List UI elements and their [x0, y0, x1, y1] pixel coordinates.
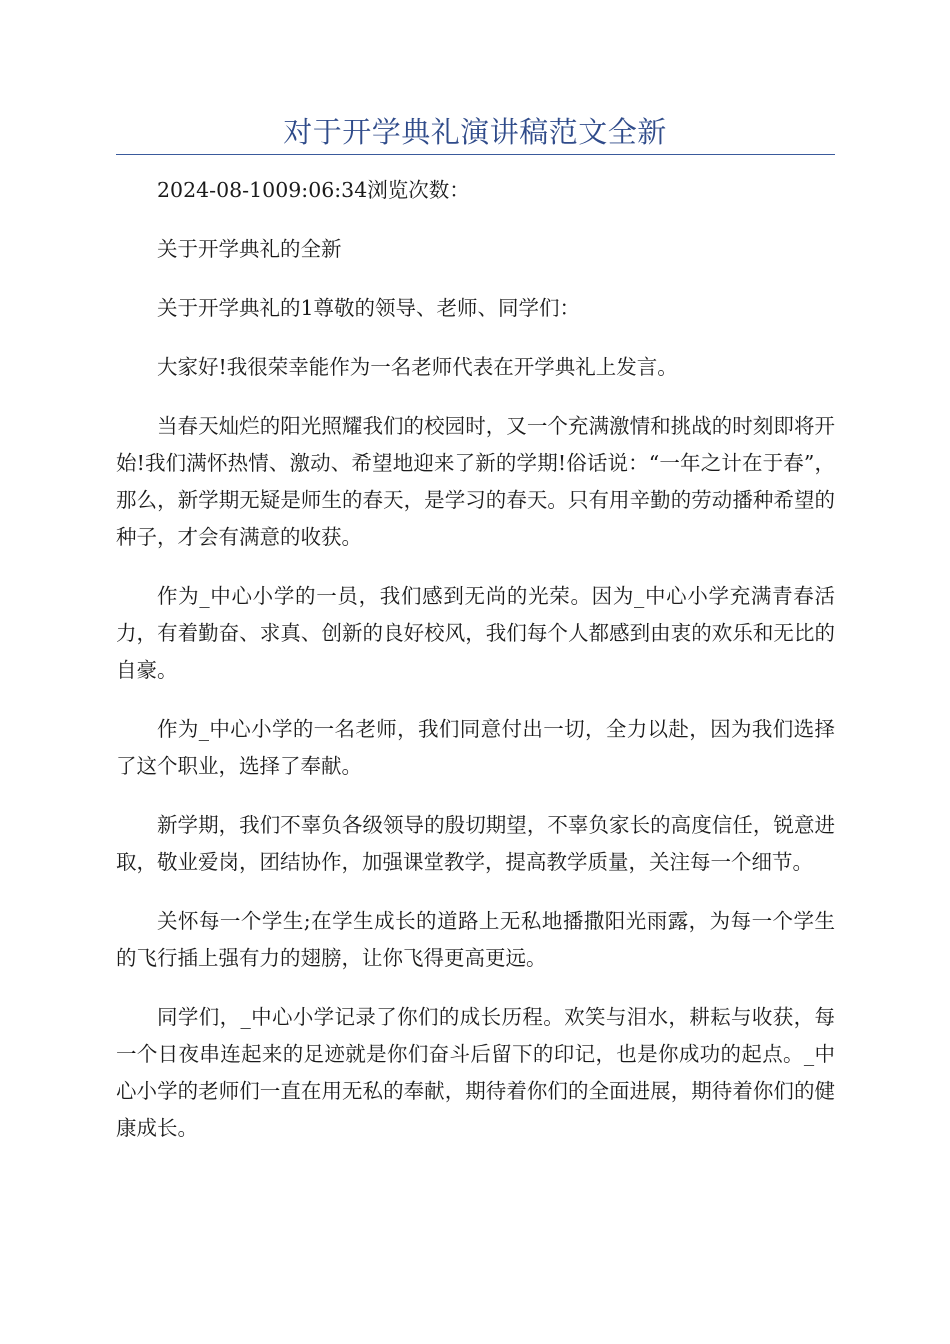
paragraph: 关怀每一个学生;在学生成长的道路上无私地播撒阳光雨露，为每一个学生的飞行插上强有力的翅膀，让你飞得更高更远。: [116, 909, 835, 970]
paragraph: 大家好!我很荣幸能作为一名老师代表在开学典礼上发言。: [157, 355, 678, 379]
paragraph: 作为_中心小学的一名老师，我们同意付出一切，全力以赴，因为我们选择了这个职业，选择了奉献。: [116, 717, 835, 778]
meta-line: 2024-08-1009:06:34浏览次数：: [157, 178, 470, 202]
paragraph: 作为_中心小学的一员，我们感到无尚的光荣。因为_中心小学充满青春活力，有着勤奋、求真、创新的良好校风，我们每个人都感到由衷的欢乐和无比的自豪。: [116, 584, 835, 682]
paragraph: 关于开学典礼的1尊敬的领导、老师、同学们：: [157, 296, 581, 320]
paragraph: 新学期，我们不辜负各级领导的殷切期望，不辜负家长的高度信任，锐意进取，敬业爱岗，团结协作，加强课堂教学，提高教学质量，关注每一个细节。: [116, 813, 835, 874]
document-body: [116, 172, 835, 1169]
paragraph: 当春天灿烂的阳光照耀我们的校园时，又一个充满激情和挑战的时刻即将开始!我们满怀热情、激动、希望地迎来了新的学期!俗话说：“一年之计在于春”，那么，新学期无疑是师生的春天，是学习的春天。只有用辛勤的劳动播种希望的种子，才会有满意的收获。: [116, 414, 835, 549]
paragraph: 关于开学典礼的全新: [157, 237, 342, 261]
document-title: 对于开学典礼演讲稿范文全新: [283, 115, 667, 149]
title-divider: [116, 154, 835, 155]
paragraph: 同学们，_中心小学记录了你们的成长历程。欢笑与泪水，耕耘与收获，每一个日夜串连起来的足迹就是你们奋斗后留下的印记，也是你成功的起点。_中心小学的老师们一直在用无私的奉献，期待着你们的全面进展，期待着你们的健康成长。: [116, 1005, 835, 1140]
